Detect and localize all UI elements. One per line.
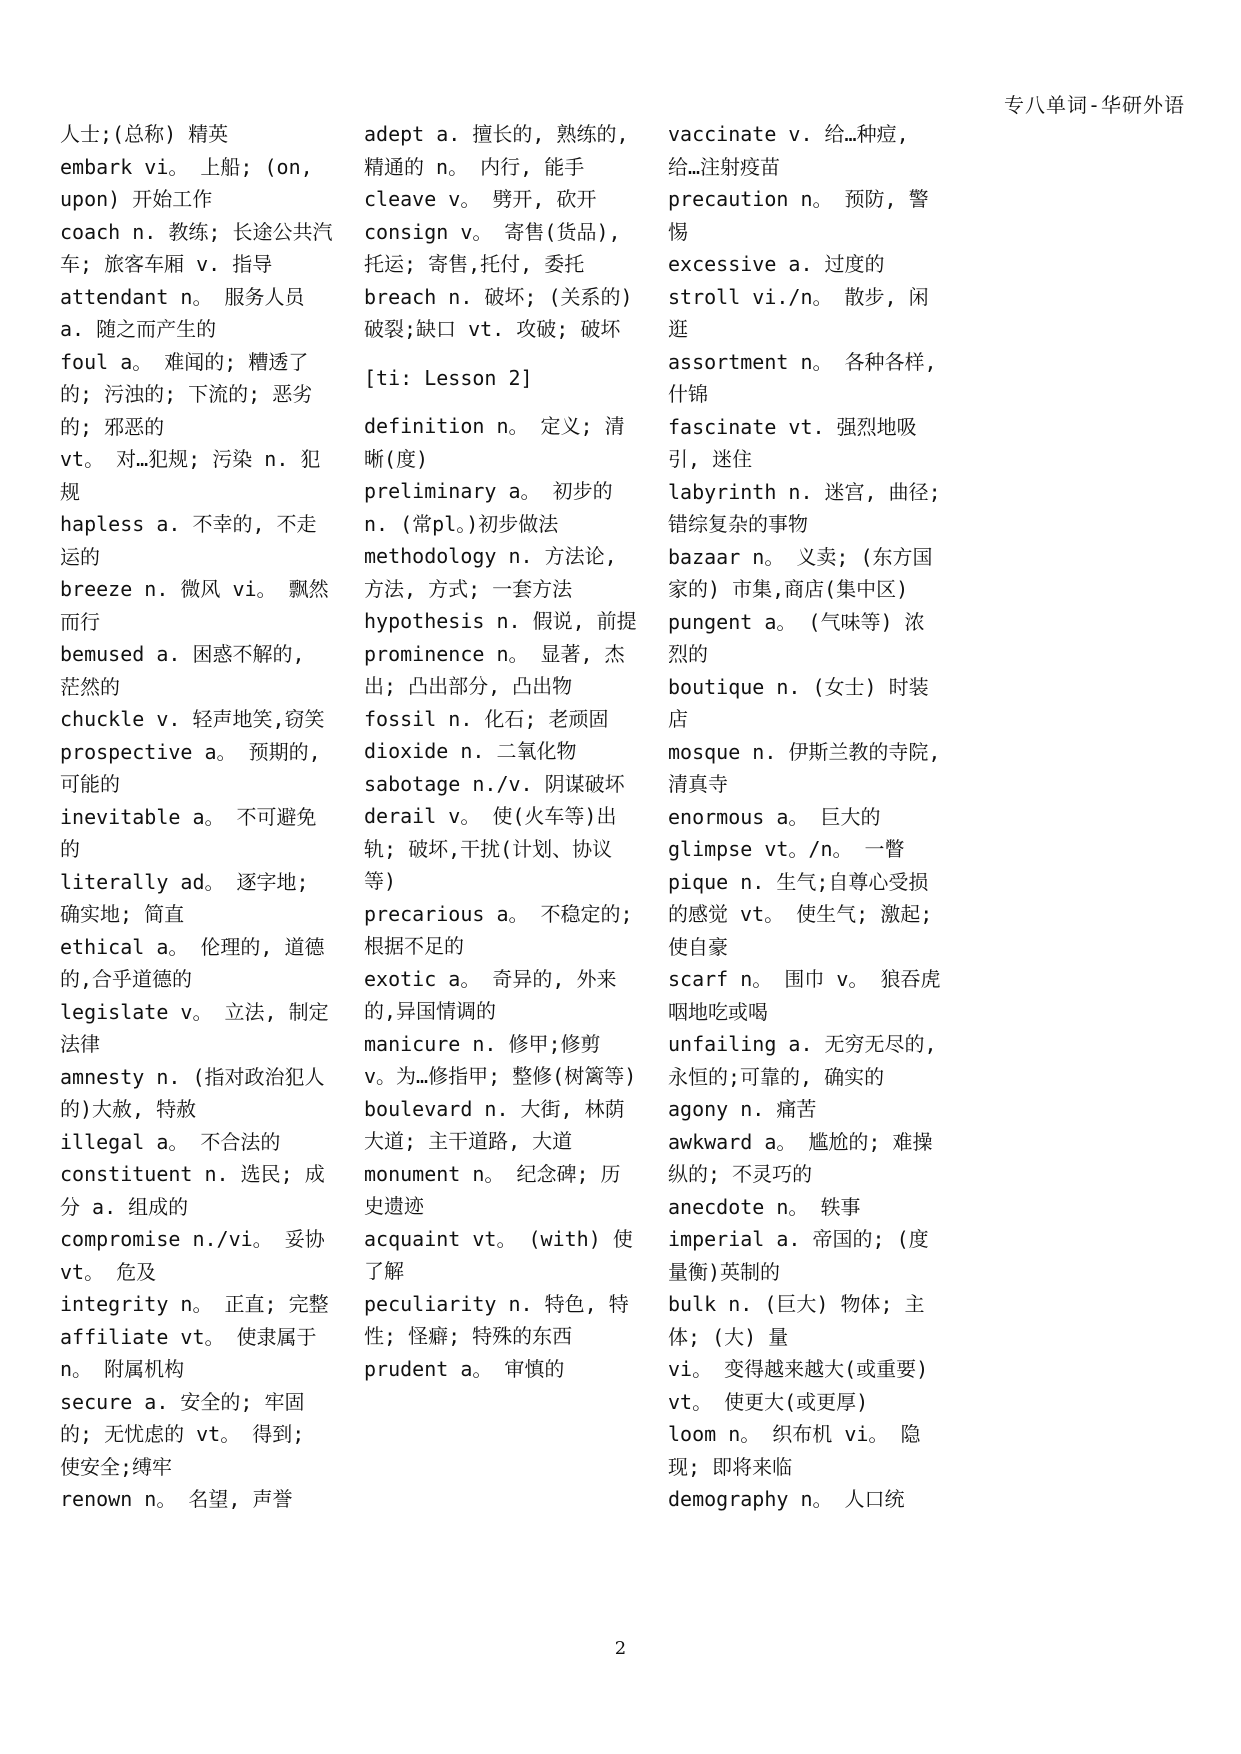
entry: bazaar n。 义卖; (东方国家的) 市集,商店(集中区) xyxy=(668,544,933,601)
entry: dioxide n. 二氧化物 xyxy=(364,739,577,763)
entry: demography n。 人口统 xyxy=(668,1487,905,1511)
entry: 人士;(总称) 精英 xyxy=(60,122,229,146)
entry: mosque n. 伊斯兰教的寺院, 清真寺 xyxy=(668,739,941,796)
column-3 xyxy=(668,118,943,1516)
entry: vi。 变得越来越大(或重要) vt。 使更大(或更厚) xyxy=(668,1357,929,1414)
entry: coach n. 教练; 长途公共汽车; 旅客车厢 v. 指导 xyxy=(60,219,333,276)
entry: vaccinate v. 给…种痘, 给…注射疫苗 xyxy=(668,122,909,179)
entry: definition n。 定义; 清晰(度) xyxy=(364,414,625,471)
entry: affiliate vt。 使隶属于n。 附属机构 xyxy=(60,1324,317,1381)
entry: integrity n。 正直; 完整 xyxy=(60,1292,329,1316)
entry: legislate v。 立法, 制定法律 xyxy=(60,999,329,1056)
entry: loom n。 织布机 vi。 隐现; 即将来临 xyxy=(668,1422,921,1479)
entry: precarious a。 不稳定的; 根据不足的 xyxy=(364,901,633,958)
entry: inevitable a。 不可避免的 xyxy=(60,804,317,861)
entry: labyrinth n. 迷宫, 曲径;错综复杂的事物 xyxy=(668,479,941,536)
entry: unfailing a. 无穷无尽的, 永恒的;可靠的, 确实的 xyxy=(668,1032,937,1089)
entry: hypothesis n. 假说, 前提 xyxy=(364,609,637,633)
entry: prominence n。 显著, 杰出; 凸出部分, 凸出物 xyxy=(364,641,625,698)
page-number: 2 xyxy=(614,1638,627,1659)
entry: sabotage n./v. 阴谋破坏 xyxy=(364,771,625,796)
column-2 xyxy=(364,118,639,1385)
entry: acquaint vt。 (with) 使了解 xyxy=(364,1226,633,1283)
entry: amnesty n. (指对政治犯人的)大赦, 特赦 xyxy=(60,1064,325,1121)
entry: illegal a。 不合法的 xyxy=(60,1129,281,1154)
lesson-heading: [ti: Lesson 2] xyxy=(364,365,533,390)
entry: precaution n。 预防, 警惕 xyxy=(668,187,929,244)
entry: bulk n. (巨大) 物体; 主体; (大) 量 xyxy=(668,1292,925,1349)
entry: derail v。 使(火车等)出轨; 破坏,干扰(计划、协议等) xyxy=(364,804,617,893)
entry: consign v。 寄售(货品),托运; 寄售,托付, 委托 xyxy=(364,219,621,276)
entry: enormous a。 巨大的 xyxy=(668,804,881,829)
entry: peculiarity n. 特色, 特性; 怪癖; 特殊的东西 xyxy=(364,1291,629,1348)
entry: secure a. 安全的; 牢固的; 无忧虑的 vt。 得到; 使安全;缚牢 xyxy=(60,1389,305,1479)
entry: breeze n. 微风 vi。 飘然而行 xyxy=(60,577,329,634)
entry: bemused a. 困惑不解的, 茫然的 xyxy=(60,642,305,699)
entry: boulevard n. 大街, 林荫大道; 主干道路, 大道 xyxy=(364,1096,625,1153)
entry: scarf n。 围巾 v。 狼吞虎咽地吃或喝 xyxy=(668,967,941,1024)
entry: foul a。 难闻的; 糟透了的; 污浊的; 下流的; 恶劣的; 邪恶的 xyxy=(60,349,313,439)
entry: stroll vi./n。 散步, 闲逛 xyxy=(668,284,929,341)
entry: embark vi。 上船; (on, upon) 开始工作 xyxy=(60,154,313,211)
entry: fascinate vt. 强烈地吸引, 迷住 xyxy=(668,414,917,471)
entry: renown n。 名望, 声誉 xyxy=(60,1487,293,1511)
entry: cleave v。 劈开, 砍开 xyxy=(364,187,597,211)
entry: ethical a。 伦理的, 道德的,合乎道德的 xyxy=(60,934,325,991)
entry: compromise n./vi。 妥协 vt。 危及 xyxy=(60,1227,325,1284)
entry: boutique n. (女士) 时装店 xyxy=(668,674,929,731)
entry: excessive a. 过度的 xyxy=(668,252,885,276)
entry: assortment n。 各种各样, 什锦 xyxy=(668,349,937,406)
entry: prospective a。 预期的, 可能的 xyxy=(60,739,321,796)
entry: pungent a。 (气味等) 浓烈的 xyxy=(668,609,925,666)
entry: breach n. 破坏; (关系的)破裂;缺口 vt. 攻破; 破坏 xyxy=(364,284,633,341)
entry: awkward a。 尴尬的; 难操纵的; 不灵巧的 xyxy=(668,1129,933,1186)
entry: prudent a。 审慎的 xyxy=(364,1356,565,1381)
entry: methodology n. 方法论, 方法, 方式; 一套方法 xyxy=(364,544,617,601)
entry: glimpse vt。/n。 一瞥 xyxy=(668,837,905,861)
entry: anecdote n。 轶事 xyxy=(668,1194,861,1219)
entry: exotic a。 奇异的, 外来的,异国情调的 xyxy=(364,966,617,1023)
entry: monument n。 纪念碑; 历史遗迹 xyxy=(364,1161,621,1218)
entry: chuckle v. 轻声地笑,窃笑 xyxy=(60,707,325,731)
column-1 xyxy=(60,118,335,1516)
entry: agony n. 痛苦 xyxy=(668,1097,817,1121)
page-header-title: 专八单词-华研外语 xyxy=(1003,93,1185,117)
entry: preliminary a。 初步的 n. (常pl。)初步做法 xyxy=(364,479,613,536)
entry: attendant n。 服务人员 a. 随之而产生的 xyxy=(60,284,305,341)
entry: constituent n. 选民; 成分 a. 组成的 xyxy=(60,1162,325,1219)
entry: vt。 对…犯规; 污染 n. 犯规 xyxy=(60,447,321,504)
entry: imperial a. 帝国的; (度量衡)英制的 xyxy=(668,1227,929,1284)
entry: pique n. 生气;自尊心受损的感觉 vt。 使生气; 激起; 使自豪 xyxy=(668,869,933,959)
entry: fossil n. 化石; 老顽固 xyxy=(364,706,609,731)
entry: manicure n. 修甲;修剪 v。为…修指甲; 整修(树篱等) xyxy=(364,1031,637,1088)
entry: hapless a. 不幸的, 不走运的 xyxy=(60,512,317,569)
entry: adept a. 擅长的, 熟练的, 精通的 n。 内行, 能手 xyxy=(364,122,629,179)
entry: literally ad。 逐字地; 确实地; 简直 xyxy=(60,869,309,926)
vocabulary-columns xyxy=(60,118,960,1618)
